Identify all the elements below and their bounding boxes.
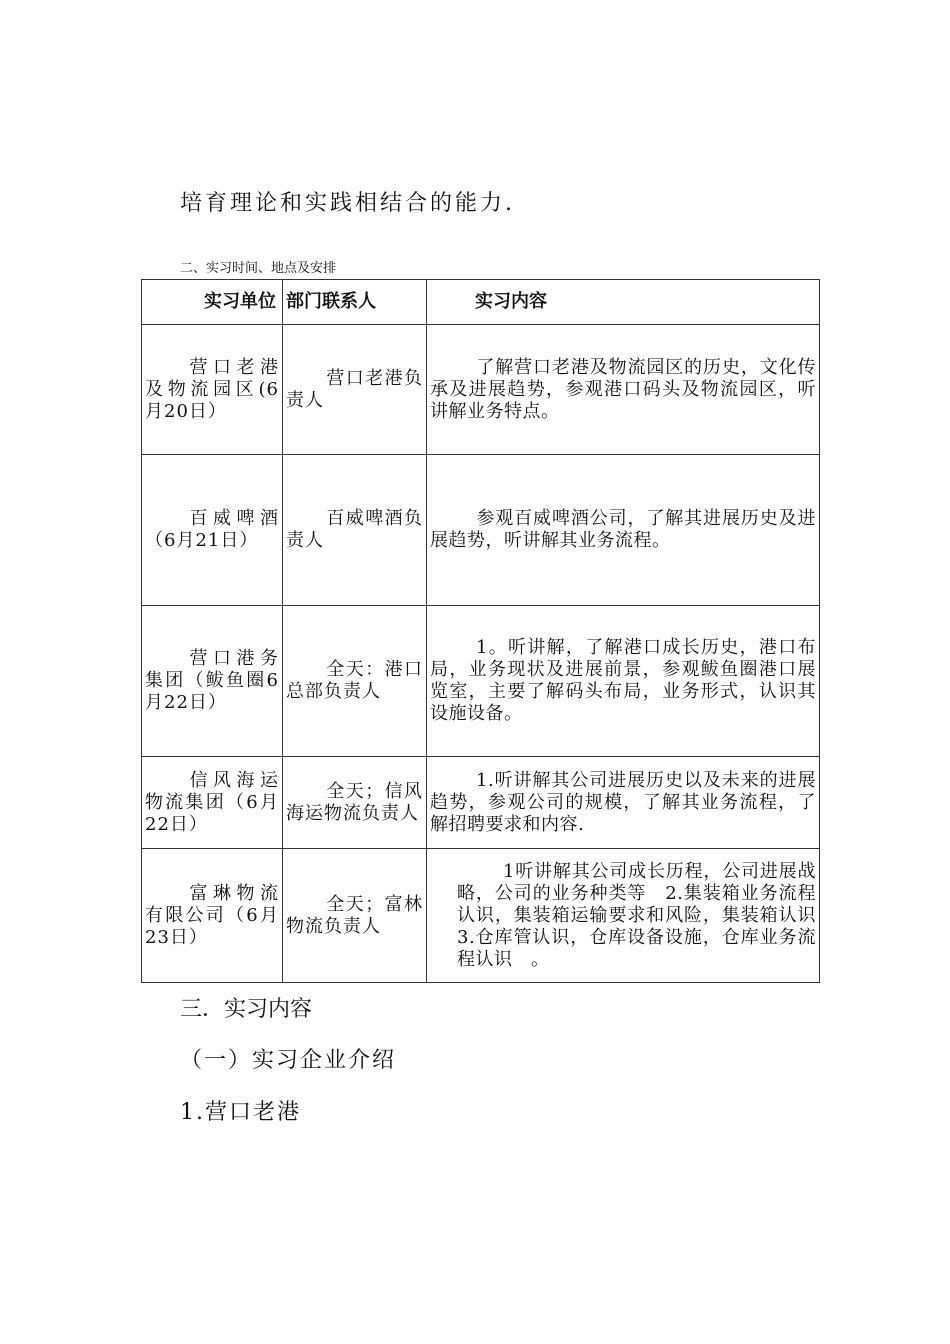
unit-text: 百威啤酒（6月21日） [145,508,279,551]
unit-text: 营口港务集团（鲅鱼圈6月22日） [145,648,279,713]
table-row [142,325,820,455]
unit-text: 营口老港及物流园区(6月20日） [145,356,279,422]
unit-text: 信风海运物流集团（6月22日） [145,769,279,835]
table-row [142,606,820,757]
cell-contact [283,606,427,757]
header-contact: 部门联系人 [283,280,427,325]
cell-content [427,849,835,983]
cell-unit [142,757,283,849]
cell-contact [283,325,427,455]
intro-paragraph: 培育理论和实践相结合的能力. [180,191,515,216]
content-text: 1听讲解其公司成长历程，公司进展战略，公司的业务种类等 2.集装箱业务流程认识，集装箱运输要求和风险，集装箱认识 3.仓库管认识，仓库设备设施，仓库业务流程认识 。 [457,860,835,970]
header-content: 实习内容 [427,280,820,325]
contact-text: 全天：港口总部负责人 [286,659,423,702]
contact-text: 全天；富林物流负责人 [286,893,423,937]
table-header-row [142,280,820,325]
section-heading-content: 三．实习内容 [180,997,313,1022]
unit-text: 富琳物流有限公司（6月23日） [145,882,279,948]
content-text: 1。听讲解，了解港口成长历史，港口布局，业务现状及进展前景，参观鲅鱼圈港口展览室，主要了解码头布局，业务形式，认识其设施设备。 [430,637,816,724]
table-row [142,757,820,849]
cell-unit [142,455,283,606]
cell-content [427,325,820,455]
cell-unit [142,606,283,757]
cell-contact [283,757,427,849]
contact-text: 全天；信风海运物流负责人 [286,780,423,824]
cell-content [427,455,820,606]
cell-contact [283,455,427,606]
schedule-table [141,279,835,983]
cell-content [427,606,820,757]
item-heading: 1.营口老港 [180,1100,301,1125]
cell-unit [142,325,283,455]
subsection-heading: （一）实习企业介绍 [180,1048,397,1073]
cell-contact [283,849,427,983]
header-unit: 实习单位 [142,280,283,325]
section-heading-schedule: 二、实习时间、地点及安排 [180,261,337,276]
content-text: 1.听讲解其公司进展历史以及未来的进展趋势，参观公司的规模，了解其业务流程，了解招聘要求和内容. [430,769,816,835]
table-row [142,455,820,606]
content-text: 参观百威啤酒公司，了解其进展历史及进展趋势，听讲解其业务流程。 [430,508,816,551]
contact-text: 百威啤酒负责人 [286,508,423,551]
cell-unit [142,849,283,983]
contact-text: 营口老港负责人 [286,367,423,411]
cell-content [427,757,820,849]
table-row [142,849,820,983]
content-text: 了解营口老港及物流园区的历史，文化传承及进展趋势，参观港口码头及物流园区，听讲解业务特点。 [430,356,816,422]
